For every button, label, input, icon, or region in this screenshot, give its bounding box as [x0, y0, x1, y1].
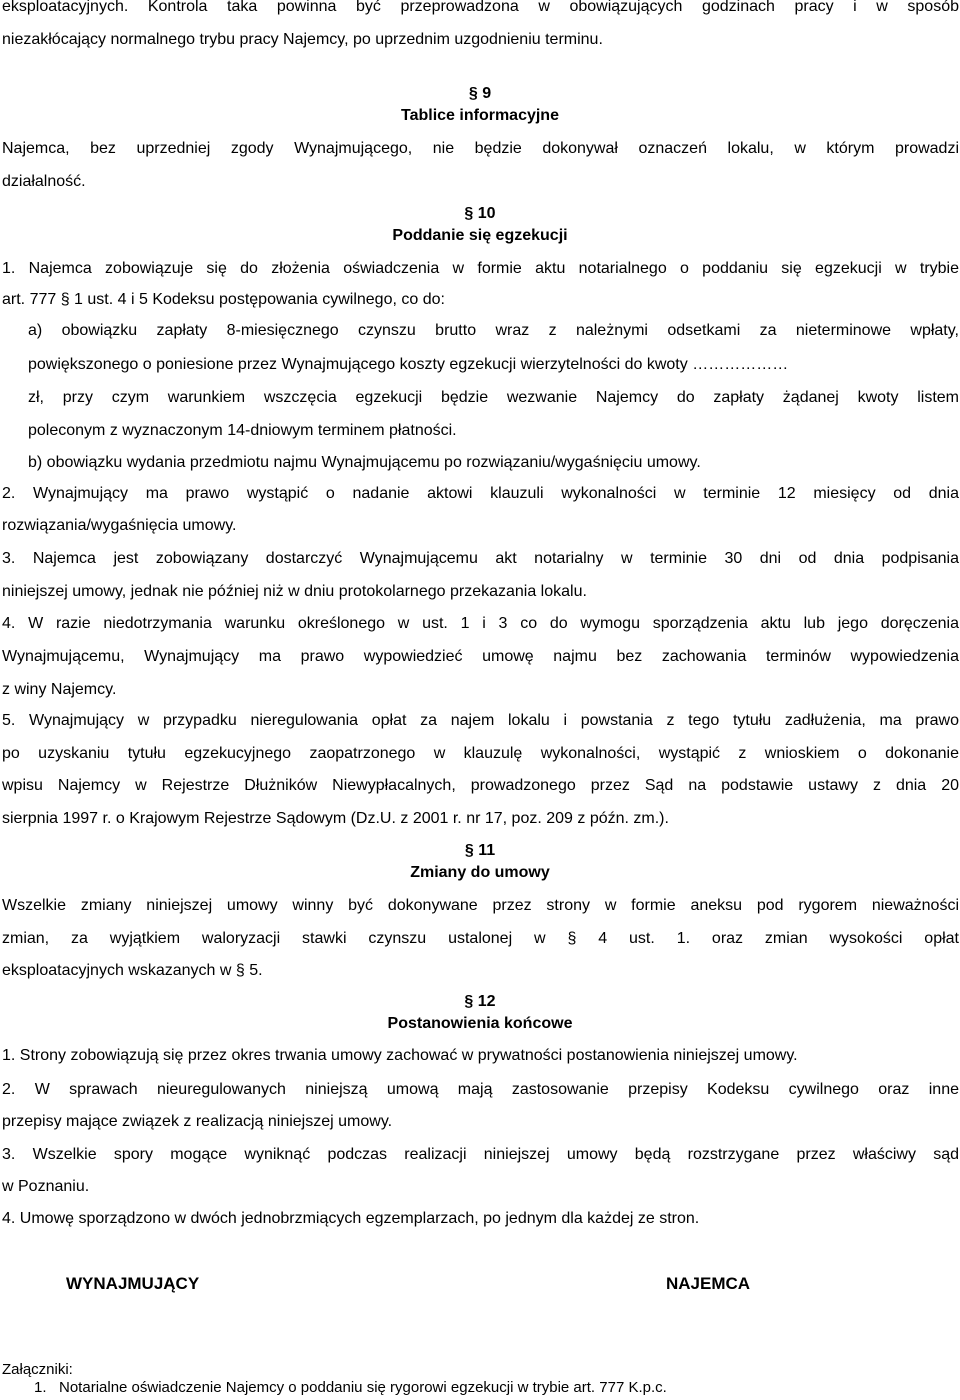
paragraph-line: sierpnia 1997 r. o Krajowym Rejestrze Sądowym (Dz.U. z 2001 r. nr 17, poz. 209 z późn. zm.). — [2, 810, 669, 827]
paragraph-line: 3. Wszelkie spory mogące wyniknąć podczas realizacji niniejszej umowy będą rozstrzygane przez właściwy sąd — [2, 1146, 959, 1163]
paragraph-line: eksploatacyjnych wskazanych w § 5. — [2, 962, 263, 979]
section-number: § 12 — [464, 993, 496, 1010]
section-number: § 10 — [464, 205, 496, 222]
paragraph-line: 1. Strony zobowiązują się przez okres trwania umowy zachować w prywatności postanowienia niniejszej umowy. — [2, 1047, 798, 1064]
paragraph-line: zmian, za wyjątkiem waloryzacji stawki czynszu ustalonej w § 4 ust. 1. oraz zmian wysokości opłat — [2, 930, 959, 947]
paragraph-line: niezakłócający normalnego trybu pracy Najemcy, po uprzednim uzgodnieniu terminu. — [2, 31, 603, 48]
paragraph-line: 5. Wynajmujący w przypadku nieregulowania opłat za najem lokalu i powstania z tego tytułu zadłużenia, ma prawo — [2, 712, 959, 729]
paragraph-line: Wszelkie zmiany niniejszej umowy winny być dokonywane przez strony w formie aneksu pod rygorem nieważności — [2, 897, 959, 914]
paragraph-line: przepisy mające związek z realizacją niniejszej umowy. — [2, 1113, 393, 1130]
paragraph-line: eksploatacyjnych. Kontrola taka powinna być przeprowadzona w obowiązujących godzinach pracy i w sposób — [2, 0, 959, 15]
paragraph-line: Najemca, bez uprzedniej zgody Wynajmującego, nie będzie dokonywał oznaczeń lokalu, w którym prowadzi — [2, 140, 959, 157]
section-title: Poddanie się egzekucji — [392, 227, 568, 244]
section-title: Tablice informacyjne — [401, 107, 559, 124]
paragraph-line: b) obowiązku wydania przedmiotu najmu Wynajmującemu po rozwiązaniu/wygaśnięciu umowy. — [28, 454, 701, 471]
paragraph-line: 2. W sprawach nieuregulowanych niniejszą umową mają zastosowanie przepisy Kodeksu cywilnego oraz inne — [2, 1081, 959, 1098]
signature-najemca: NAJEMCA — [666, 1274, 751, 1293]
paragraph-line: wpisu Najemcy w Rejestrze Dłużników Niewypłacalnych, prowadzonego przez Sąd na podstawie ustawy z dnia 20 — [2, 777, 959, 794]
paragraph-line: poleconym z wyznaczonym 14-dniowym terminem płatności. — [28, 422, 457, 439]
paragraph-line: powiększonego o poniesione przez Wynajmującego koszty egzekucji wierzytelności do kwoty ……………… — [28, 356, 789, 373]
attachment-item: 1. Notarialne oświadczenie Najemcy o poddaniu się rygorowi egzekucji w trybie art. 777 K.p.c. — [34, 1379, 667, 1396]
paragraph-line: niniejszej umowy, jednak nie później niż w dniu protokolarnego przekazania lokalu. — [2, 583, 587, 600]
section-number: § 11 — [464, 842, 496, 859]
paragraph-line: działalność. — [2, 173, 86, 190]
attachments-label: Załączniki: — [2, 1361, 73, 1378]
paragraph-line: w Poznaniu. — [2, 1178, 90, 1195]
paragraph-line: zł, przy czym warunkiem wszczęcia egzekucji będzie wezwanie Najemcy do zapłaty żądanej kwoty listem — [28, 389, 959, 406]
paragraph-line: 3. Najemca jest zobowiązany dostarczyć Wynajmującemu akt notarialny w terminie 30 dni od dnia podpisania — [2, 550, 959, 567]
section-number: § 9 — [468, 85, 492, 102]
paragraph-line: 4. Umowę sporządzono w dwóch jednobrzmiących egzemplarzach, po jednym dla każdej ze stron. — [2, 1210, 700, 1227]
signature-wynajmujacy: WYNAJMUJĄCY — [66, 1274, 200, 1293]
paragraph-line: Wynajmującemu, Wynajmujący ma prawo wypowiedzieć umowę najmu bez zachowania terminów wypowiedzenia — [2, 648, 959, 665]
paragraph-line: art. 777 § 1 ust. 4 i 5 Kodeksu postępowania cywilnego, co do: — [2, 291, 445, 308]
section-title: Zmiany do umowy — [410, 864, 550, 881]
paragraph-line: po uzyskaniu tytułu egzekucyjnego zaopatrzonego w klauzulę wykonalności, wystąpić z wnioskiem o dokonanie — [2, 745, 959, 762]
section-title: Postanowienia końcowe — [387, 1015, 573, 1032]
paragraph-line: z winy Najemcy. — [2, 681, 117, 698]
paragraph-line: a) obowiązku zapłaty 8-miesięcznego czynszu brutto wraz z należnymi odsetkami za nieterminowe wpłaty, — [28, 322, 959, 339]
paragraph-line: 4. W razie niedotrzymania warunku określonego w ust. 1 i 3 co do wymogu sporządzenia aktu lub jego doręczenia — [2, 615, 959, 632]
paragraph-line: 2. Wynajmujący ma prawo wystąpić o nadanie aktowi klauzuli wykonalności w terminie 12 miesięcy od dnia — [2, 485, 959, 502]
paragraph-line: 1. Najemca zobowiązuje się do złożenia oświadczenia w formie aktu notarialnego o poddaniu się egzekucji w trybie — [2, 260, 959, 277]
paragraph-line: rozwiązania/wygaśnięcia umowy. — [2, 517, 237, 534]
